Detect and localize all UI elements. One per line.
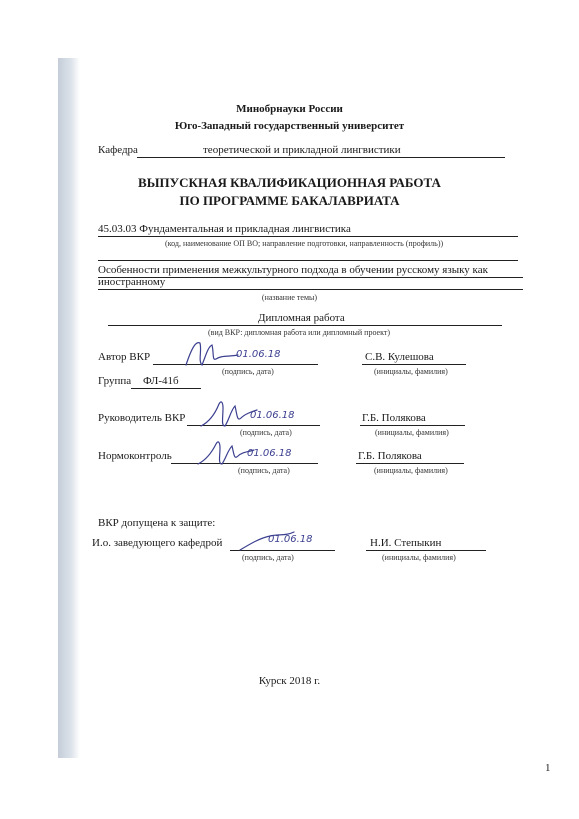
author-name-line bbox=[362, 364, 466, 365]
program-underline-2 bbox=[98, 260, 518, 261]
normcontrol-date: 01.06.18 bbox=[247, 448, 292, 459]
department-underline bbox=[137, 157, 505, 158]
supervisor-name-line bbox=[360, 425, 465, 426]
admission-sign-caption: (подпись, дата) bbox=[242, 553, 294, 562]
topic-line1: Особенности применения межкультурного подхода в обучении русскому языку как bbox=[98, 264, 488, 276]
admission-name-line bbox=[366, 550, 486, 551]
program-underline bbox=[98, 236, 518, 237]
program-code-name: 45.03.03 Фундаментальная и прикладная лингвистика bbox=[98, 223, 351, 235]
group-underline bbox=[131, 388, 201, 389]
normcontrol-name-caption: (инициалы, фамилия) bbox=[374, 466, 448, 475]
department-label: Кафедра bbox=[98, 144, 138, 156]
city-year: Курск 2018 г. bbox=[258, 675, 321, 687]
supervisor-name-caption: (инициалы, фамилия) bbox=[375, 428, 449, 437]
topic-caption: (название темы) bbox=[261, 293, 318, 302]
author-name: С.В. Кулешова bbox=[365, 351, 434, 363]
normcontrol-label: Нормоконтроль bbox=[98, 450, 172, 462]
work-type-caption: (вид ВКР: дипломная работа или дипломный проект) bbox=[208, 328, 391, 337]
supervisor-label: Руководитель ВКР bbox=[98, 412, 186, 424]
scan-shadow bbox=[58, 58, 80, 758]
supervisor-date: 01.06.18 bbox=[250, 410, 295, 421]
author-name-caption: (инициалы, фамилия) bbox=[374, 367, 448, 376]
work-type-underline bbox=[108, 325, 502, 326]
author-date: 01.06.18 bbox=[236, 349, 281, 360]
university-name: Юго-Западный государственный университет bbox=[174, 120, 405, 132]
author-signature bbox=[182, 337, 242, 371]
admission-name-caption: (инициалы, фамилия) bbox=[382, 553, 456, 562]
topic-underline-2 bbox=[98, 289, 523, 290]
group-value: ФЛ-41б bbox=[143, 375, 179, 387]
page-number: 1 bbox=[545, 762, 551, 774]
document-title-line2: ПО ПРОГРАММЕ БАКАЛАВРИАТА bbox=[179, 193, 400, 208]
program-caption: (код, наименование ОП ВО; направление подготовки, направленность (профиль)) bbox=[165, 239, 444, 248]
normcontrol-sign-caption: (подпись, дата) bbox=[238, 466, 290, 475]
normcontrol-name-line bbox=[356, 463, 464, 464]
ministry-name: Минобрнауки России bbox=[236, 103, 343, 115]
admission-name: Н.И. Степыкин bbox=[370, 537, 442, 549]
supervisor-sign-caption: (подпись, дата) bbox=[240, 428, 292, 437]
document-title-line1: ВЫПУСКНАЯ КВАЛИФИКАЦИОННАЯ РАБОТА bbox=[138, 175, 441, 190]
group-label: Группа bbox=[98, 375, 132, 387]
admission-date: 01.06.18 bbox=[268, 534, 313, 545]
supervisor-name: Г.Б. Полякова bbox=[362, 412, 426, 424]
admission-label: И.о. заведующего кафедрой bbox=[92, 537, 223, 549]
work-type-value: Дипломная работа bbox=[258, 312, 345, 324]
author-sign-caption: (подпись, дата) bbox=[222, 367, 274, 376]
topic-line2: иностранному bbox=[98, 276, 166, 288]
admission-text: ВКР допущена к защите: bbox=[98, 517, 216, 529]
author-label: Автор ВКР bbox=[98, 351, 151, 363]
department-name: теоретической и прикладной лингвистики bbox=[203, 144, 401, 156]
normcontrol-name: Г.Б. Полякова bbox=[358, 450, 422, 462]
